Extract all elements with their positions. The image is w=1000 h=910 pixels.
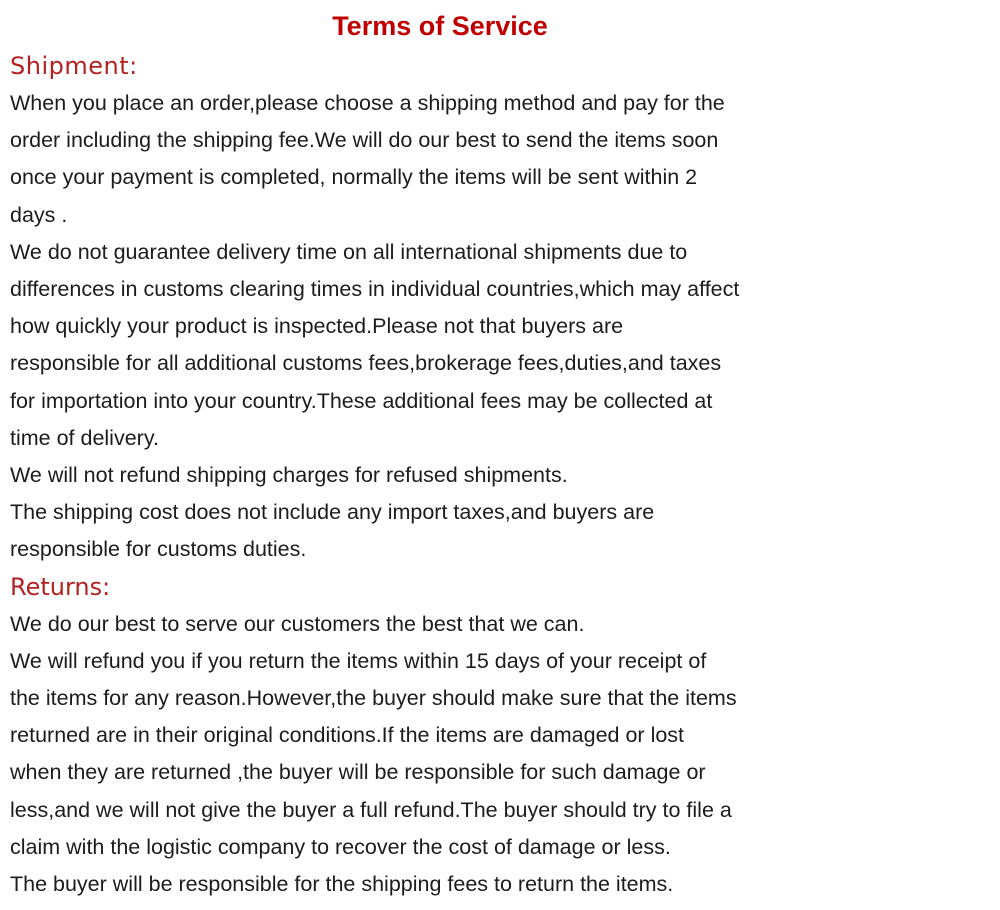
paragraph-line: When you place an order,please choose a shipping method and pay for the bbox=[10, 91, 725, 115]
paragraph-line: responsible for all additional customs fees,brokerage fees,duties,and taxes bbox=[10, 351, 722, 376]
paragraph-line: claim with the logistic company to recover the cost of damage or less. bbox=[10, 834, 671, 859]
paragraph-line: days . bbox=[10, 202, 68, 227]
section-shipment bbox=[10, 48, 870, 569]
paragraph-line: The shipping cost does not include any import taxes,and buyers are bbox=[10, 500, 655, 525]
paragraph-line: time of delivery. bbox=[10, 425, 159, 450]
paragraph-line: how quickly your product is inspected.Please not that buyers are bbox=[10, 314, 624, 339]
paragraph-line: differences in customs clearing times in individual countries,which may affect bbox=[10, 277, 740, 302]
paragraph-line: for importation into your country.These additional fees may be collected at bbox=[10, 388, 713, 413]
paragraph-line: the items for any reason.However,the buyer should make sure that the items bbox=[10, 686, 737, 711]
paragraph-line: We do our best to serve our customers the best that we can. bbox=[10, 611, 585, 636]
paragraph-line: The buyer will be responsible for the shipping fees to return the items. bbox=[10, 872, 674, 897]
paragraph-line: returned are in their original conditions.If the items are damaged or lost bbox=[10, 723, 685, 748]
paragraph-line: We will refund you if you return the items within 15 days of your receipt of bbox=[10, 648, 707, 673]
paragraph-line: We will not refund shipping charges for refused shipments. bbox=[10, 463, 568, 488]
paragraph-line: when they are returned ,the buyer will be responsible for such damage or bbox=[10, 760, 706, 785]
section-heading-shipment: Shipment: bbox=[10, 52, 138, 80]
page-title: Terms of Service bbox=[332, 11, 548, 41]
paragraph-line: We do not guarantee delivery time on all international shipments due to bbox=[10, 239, 688, 264]
paragraph-line: less,and we will not give the buyer a full refund.The buyer should try to file a bbox=[10, 797, 732, 822]
paragraph-line: once your payment is completed, normally the items will be sent within 2 bbox=[10, 165, 698, 190]
paragraph-line: order including the shipping fee.We will do our best to send the items soon bbox=[10, 128, 719, 153]
section-returns bbox=[10, 569, 870, 904]
paragraph-line: responsible for customs duties. bbox=[10, 537, 307, 562]
section-heading-returns: Returns: bbox=[10, 572, 111, 601]
